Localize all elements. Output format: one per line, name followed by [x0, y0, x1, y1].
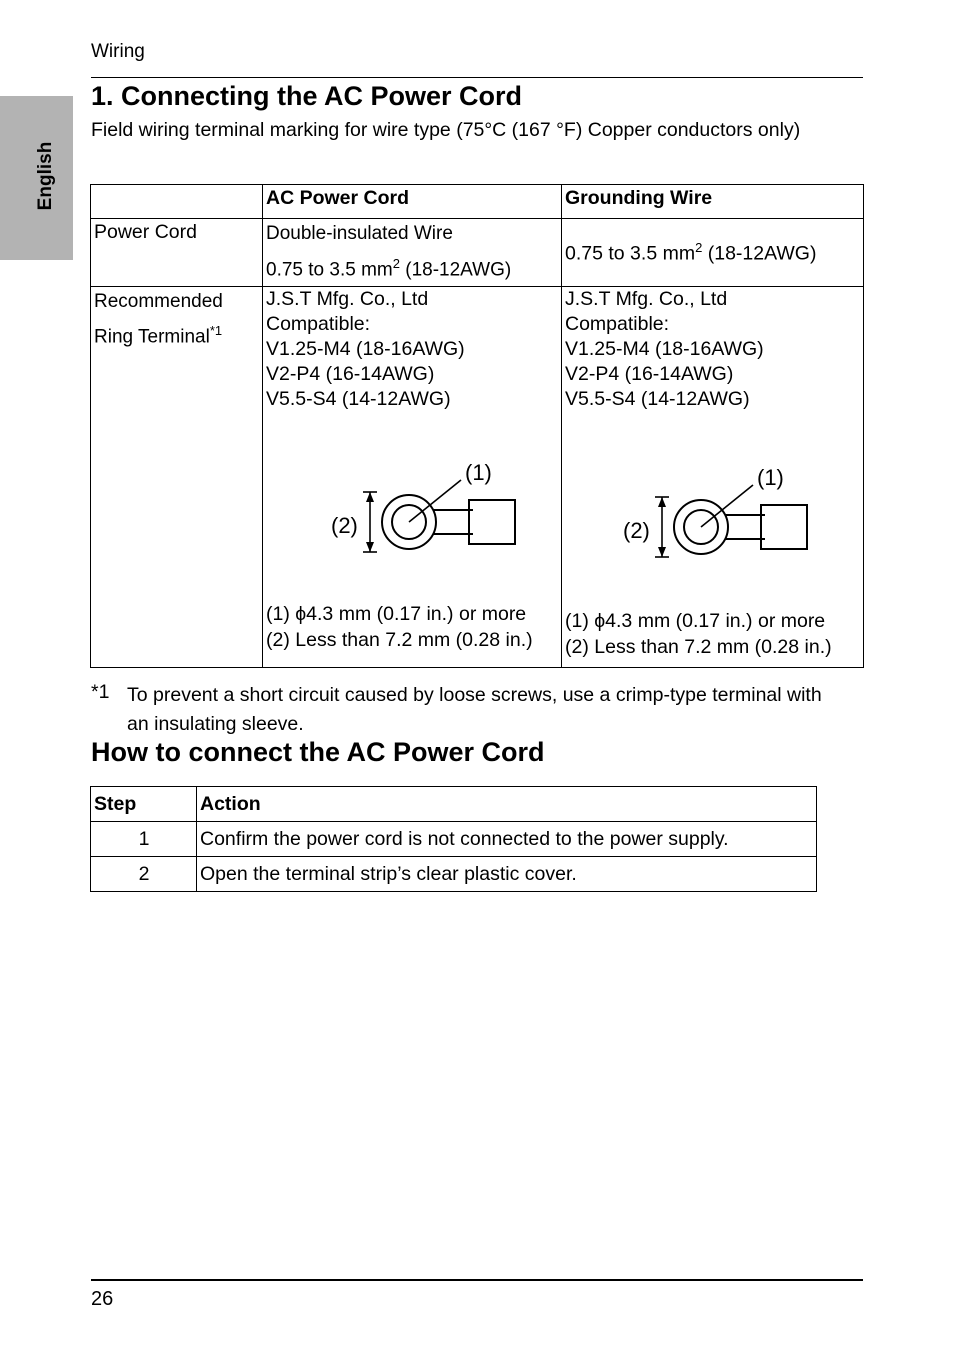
ring-terminal-label-cell — [91, 287, 263, 668]
gnd-note-diameter: (1) ϕ4.3 mm (0.17 in.) or more — [565, 610, 826, 632]
ac-wire-gauge: 0.75 to 3.5 $mm^2$ (18-12AWG) — [266, 256, 512, 281]
step-number: 2 — [91, 857, 197, 892]
power-cord-row — [91, 219, 864, 287]
ac-note-width: (2) Less than 7.2 mm (0.28 in.) — [266, 629, 533, 651]
ac-ring-terminal-diagram — [325, 452, 525, 562]
steps-header-action: Action — [197, 787, 817, 822]
ac-terminal-model-3: V5.5-S4 (14-12AWG) — [266, 388, 451, 410]
ac-terminal-model-1: V1.25-M4 (18-16AWG) — [266, 338, 465, 360]
gnd-terminal-model-1: V1.25-M4 (18-16AWG) — [565, 338, 764, 360]
footer-divider — [91, 1279, 863, 1281]
intro-text: Field wiring terminal marking for wire type (75°C (167 °F) Copper conductors only) — [91, 119, 801, 141]
ac-terminal-maker: J.S.T Mfg. Co., Ltd — [266, 288, 429, 310]
gnd-terminal-notes — [565, 608, 832, 660]
spec-header-ac-power-cord: AC Power Cord — [263, 185, 562, 219]
section-subtitle: How to connect the AC Power Cord — [91, 737, 545, 767]
ac-terminal-notes — [266, 601, 533, 653]
page-number: 26 — [91, 1288, 114, 1310]
steps-header-row — [91, 787, 817, 822]
ac-terminal-specs — [266, 287, 559, 412]
ring-terminal-label-line2: Ring Terminal$^{*1}$ — [94, 323, 223, 348]
spec-table-header-row — [91, 185, 864, 219]
gnd-terminal-maker: J.S.T Mfg. Co., Ltd — [565, 288, 728, 310]
footnote-mark: *1 — [91, 681, 110, 703]
language-tab-label: English — [35, 141, 56, 211]
gnd-terminal-model-2: V2-P4 (16-14AWG) — [565, 363, 734, 385]
ac-terminal-compatible: Compatible: — [266, 313, 371, 335]
steps-table — [90, 786, 817, 892]
section-header: Wiring — [91, 41, 145, 62]
table-row — [91, 822, 817, 857]
ac-terminal-model-2: V2-P4 (16-14AWG) — [266, 363, 435, 385]
ring-terminal-row — [91, 287, 864, 668]
gnd-callout-2: (2) — [623, 518, 650, 543]
gnd-callout-1: (1) — [757, 465, 784, 490]
ring-terminal-gnd-cell — [562, 287, 864, 668]
gnd-ring-terminal-diagram — [617, 457, 817, 567]
ac-wire-type: Double-insulated Wire — [266, 223, 453, 244]
gnd-note-width: (2) Less than 7.2 mm (0.28 in.) — [565, 636, 832, 658]
ac-callout-1: (1) — [465, 460, 492, 485]
gnd-terminal-compatible: Compatible: — [565, 313, 670, 335]
gnd-terminal-model-3: V5.5-S4 (14-12AWG) — [565, 388, 750, 410]
step-number: 1 — [91, 822, 197, 857]
spec-header-empty — [91, 185, 263, 219]
table-row — [91, 857, 817, 892]
power-cord-ac-cell — [263, 219, 562, 287]
power-cord-gnd-cell — [562, 219, 864, 287]
gnd-terminal-specs — [565, 287, 861, 412]
ring-terminal-ac-cell — [263, 287, 562, 668]
spec-table — [90, 184, 864, 668]
ac-note-diameter: (1) ϕ4.3 mm (0.17 in.) or more — [266, 603, 527, 625]
power-cord-label: Power Cord — [94, 221, 197, 243]
gnd-wire-gauge: 0.75 to 3.5 $mm^2$ (18-12AWG) — [565, 239, 817, 265]
steps-header-step: Step — [91, 787, 197, 822]
step-action: Confirm the power cord is not connected to the power supply. — [197, 822, 817, 857]
footnote-text: To prevent a short circuit caused by loose screws, use a crimp-type terminal with an insulating sleeve. — [127, 684, 822, 735]
ac-callout-2: (2) — [331, 513, 358, 538]
spec-header-grounding-wire: Grounding Wire — [562, 185, 864, 219]
ring-terminal-label-line1: Recommended — [94, 291, 223, 312]
header-divider — [91, 77, 863, 78]
step-action: Open the terminal strip’s clear plastic cover. — [197, 857, 817, 892]
page-title: 1. Connecting the AC Power Cord — [91, 81, 523, 111]
power-cord-label-cell — [91, 219, 263, 287]
